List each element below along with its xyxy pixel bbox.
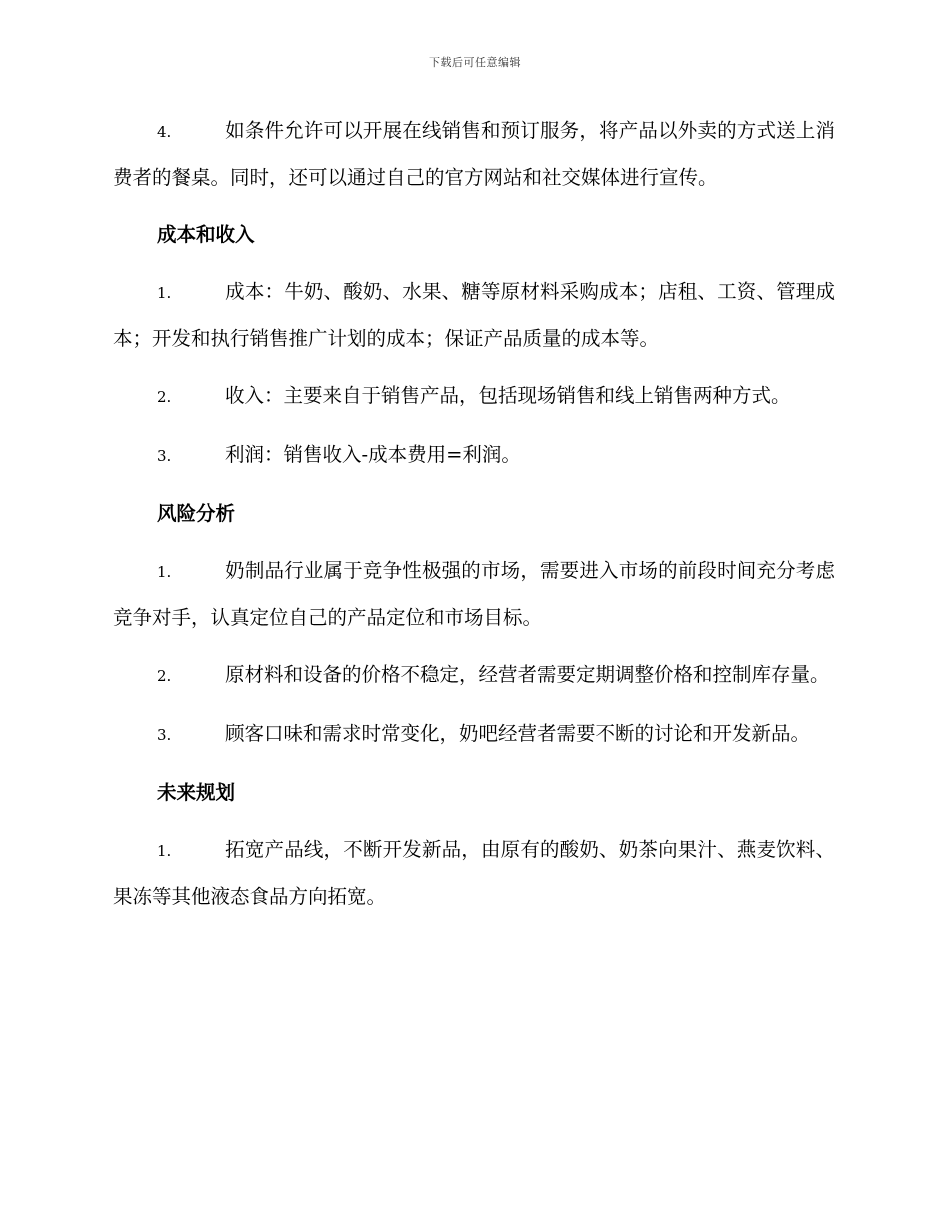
- item-text: 奶制品行业属于竞争性极强的市场，需要进入市场的前段时间充分考虑竞争对手，认真定位自己的产品定位和市场目标。: [113, 559, 835, 629]
- item-number: 2.: [157, 667, 172, 685]
- item-number: 4.: [157, 123, 172, 141]
- list-item: [113, 373, 835, 420]
- document-body: [113, 108, 835, 931]
- list-item: [113, 432, 835, 479]
- list-item: [113, 108, 835, 200]
- item-text: 利润：销售收入-成本费用=利润。: [225, 443, 521, 466]
- list-item: [113, 652, 835, 699]
- item-number: 3.: [157, 447, 172, 465]
- item-number: 3.: [157, 726, 172, 744]
- section-heading: 成本和收入: [157, 223, 255, 246]
- section-heading: 风险分析: [157, 502, 236, 525]
- list-item: [113, 548, 835, 640]
- item-number: 1.: [157, 284, 172, 302]
- item-text: 成本：牛奶、酸奶、水果、糖等原材料采购成本；店租、工资、管理成本；开发和执行销售推广计划的成本；保证产品质量的成本等。: [113, 280, 835, 350]
- item-text: 如条件允许可以开展在线销售和预订服务，将产品以外卖的方式送上消费者的餐桌。同时，还可以通过自己的官方网站和社交媒体进行宣传。: [113, 119, 835, 189]
- item-text: 收入：主要来自于销售产品，包括现场销售和线上销售两种方式。: [225, 384, 791, 407]
- section-heading: 未来规划: [157, 781, 236, 804]
- item-number: 1.: [157, 563, 172, 581]
- item-text: 原材料和设备的价格不稳定，经营者需要定期调整价格和控制库存量。: [225, 663, 830, 686]
- item-number: 1.: [157, 842, 172, 860]
- list-item: [113, 269, 835, 361]
- item-number: 2.: [157, 388, 172, 406]
- list-item: [113, 711, 835, 758]
- page-header: 下载后可任意编辑: [429, 56, 521, 69]
- item-text: 拓宽产品线，不断开发新品，由原有的酸奶、奶茶向果汁、燕麦饮料、果冻等其他液态食品方向拓宽。: [113, 838, 835, 908]
- list-item: [113, 827, 835, 919]
- item-text: 顾客口味和需求时常变化，奶吧经营者需要不断的讨论和开发新品。: [225, 722, 811, 745]
